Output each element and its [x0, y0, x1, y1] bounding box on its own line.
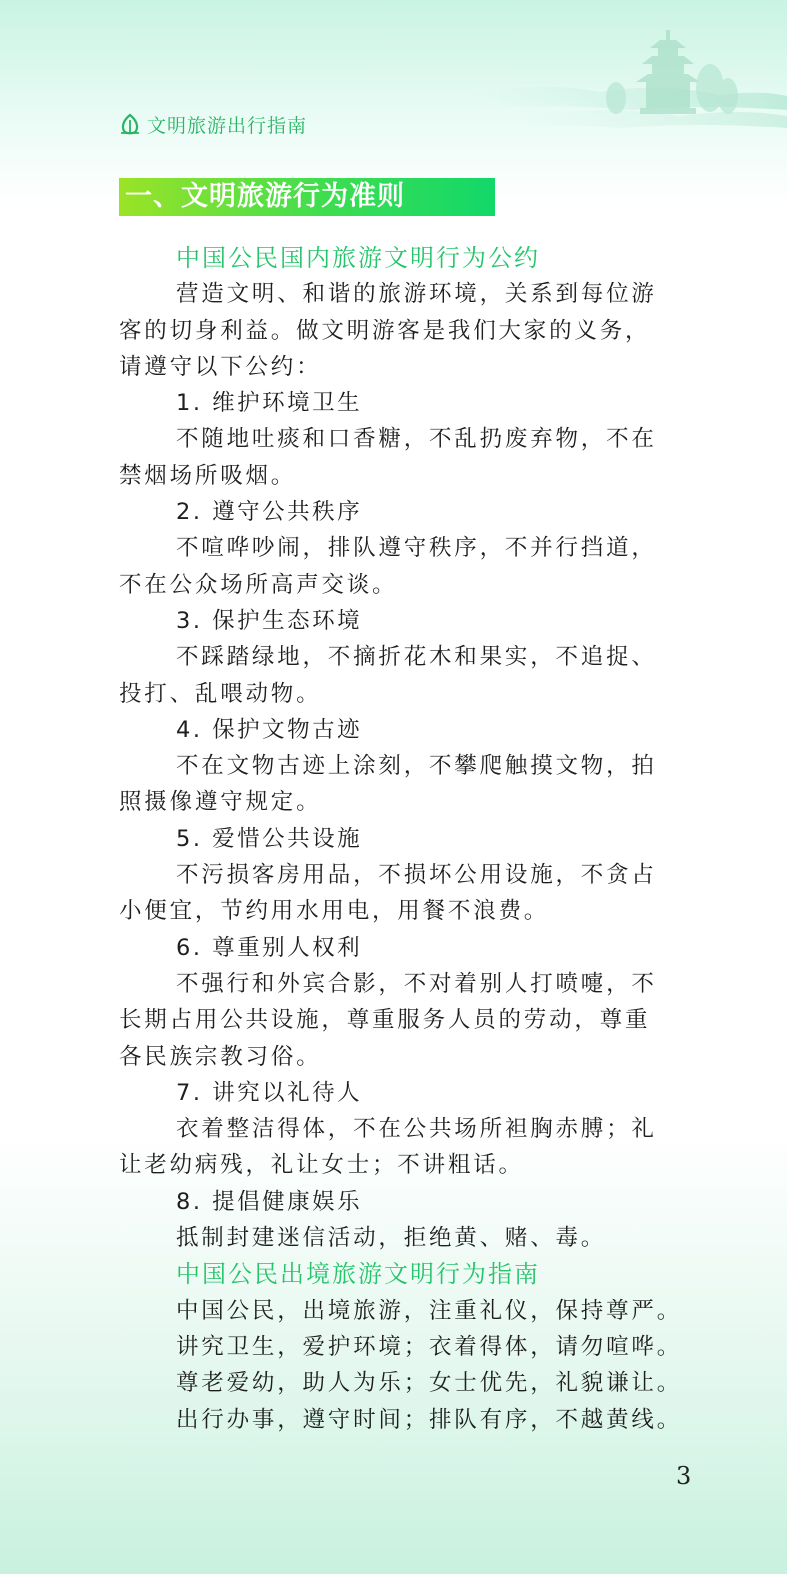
item-heading: 1. 维护环境卫生 — [176, 390, 363, 417]
main-content — [119, 240, 683, 1438]
item-heading: 7. 讲究以礼待人 — [176, 1079, 363, 1106]
abroad-line: 尊老爱幼，助人为乐；女士优先，礼貌谦让。 — [176, 1370, 683, 1397]
item-text: 不在公众场所高声交谈。 — [119, 571, 398, 598]
section-title: 一、文明旅游行为准则 — [119, 178, 495, 216]
item-text: 不随地吐痰和口香糖，不乱扔废弃物，不在 — [176, 426, 657, 453]
item-heading: 6. 尊重别人权利 — [176, 934, 363, 961]
item-text: 让老幼病残，礼让女士；不讲粗话。 — [119, 1152, 524, 1179]
page-number: 3 — [676, 1462, 692, 1490]
abroad-line: 讲究卫生，爱护环境；衣着得体，请勿喧哗。 — [176, 1333, 683, 1360]
item-text: 照摄像遵守规定。 — [119, 789, 322, 816]
item-text: 不强行和外宾合影，不对着别人打喷嚏，不 — [176, 970, 657, 997]
item-text: 不喧哗吵闹，排队遵守秩序，不并行挡道， — [176, 535, 657, 562]
header-title: 文明旅游出行指南 — [147, 114, 308, 137]
item-text: 投打、乱喂动物。 — [119, 680, 322, 707]
item-text: 衣着整洁得体，不在公共场所袒胸赤膊；礼 — [176, 1116, 657, 1143]
item-heading: 5. 爱惜公共设施 — [176, 825, 363, 852]
running-header — [119, 110, 307, 138]
item-text: 各民族宗教习俗。 — [119, 1043, 322, 1070]
leaf-logo-icon — [119, 113, 141, 135]
item-text: 禁烟场所吸烟。 — [119, 462, 297, 489]
item-heading: 2. 遵守公共秩序 — [176, 499, 363, 526]
item-heading: 8. 提倡健康娱乐 — [176, 1188, 363, 1215]
item-heading: 4. 保护文物古迹 — [176, 716, 363, 743]
item-text: 不污损客房用品，不损坏公用设施，不贪占 — [176, 862, 657, 889]
item-text: 不踩踏绿地，不摘折花木和果实，不追捉、 — [176, 644, 657, 671]
domestic-code-title: 中国公民国内旅游文明行为公约 — [176, 244, 540, 272]
item-text: 抵制封建迷信活动，拒绝黄、赌、毒。 — [176, 1225, 607, 1252]
intro-line: 客的切身利益。做文明游客是我们大家的义务， — [119, 317, 651, 344]
intro-line: 营造文明、和谐的旅游环境，关系到每位游 — [176, 281, 657, 308]
item-text: 长期占用公共设施，尊重服务人员的劳动，尊重 — [119, 1007, 651, 1034]
item-text: 小便宜，节约用水用电，用餐不浪费。 — [119, 898, 550, 925]
abroad-guide-title: 中国公民出境旅游文明行为指南 — [176, 1260, 540, 1289]
item-text: 不在文物古迹上涂刻，不攀爬触摸文物，拍 — [176, 753, 657, 780]
item-heading: 3. 保护生态环境 — [176, 607, 363, 634]
abroad-line: 出行办事，遵守时间；排队有序，不越黄线。 — [176, 1406, 683, 1433]
abroad-line: 中国公民，出境旅游，注重礼仪，保持尊严。 — [176, 1297, 683, 1324]
intro-line: 请遵守以下公约： — [119, 353, 322, 380]
pagoda-decoration — [0, 0, 787, 170]
